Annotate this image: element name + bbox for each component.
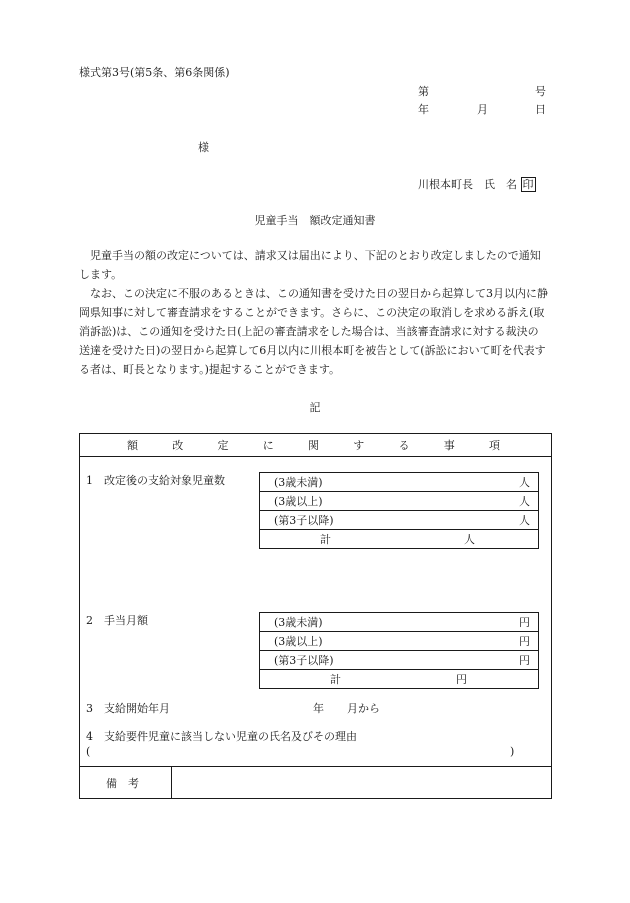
table-row bbox=[260, 651, 539, 670]
item3-year: 年 bbox=[313, 702, 324, 715]
table-cell: (第3子以降) 人 bbox=[260, 511, 539, 530]
number-suffix: 号 bbox=[535, 85, 546, 98]
total-row bbox=[260, 670, 539, 689]
header-char: に bbox=[262, 439, 274, 452]
header-char: 事 bbox=[443, 439, 455, 452]
document-title: 児童手当 額改定通知書 bbox=[254, 214, 376, 227]
remarks-divider bbox=[79, 766, 552, 767]
header-char: 項 bbox=[489, 439, 500, 452]
total-row bbox=[260, 530, 539, 549]
table-cell: (3歳以上) 人 bbox=[260, 492, 539, 511]
item1-child-count-table bbox=[259, 472, 539, 549]
sender-line bbox=[418, 177, 536, 192]
table-cell: (3歳未満) 人 bbox=[260, 473, 539, 492]
table-row bbox=[260, 613, 539, 632]
date-day: 日 bbox=[535, 103, 546, 116]
form-code: 様式第3号(第5条、第6条関係) bbox=[79, 66, 230, 79]
number-prefix: 第 bbox=[418, 85, 429, 98]
item3-month-from: 月から bbox=[347, 702, 380, 715]
header-char: 額 bbox=[127, 439, 138, 452]
item4-label: 4 支給要件児童に該当しない児童の氏名及びその理由 bbox=[86, 730, 357, 743]
item3-label: 3 支給開始年月 bbox=[86, 702, 170, 715]
header-char: 関 bbox=[308, 439, 319, 452]
table-row bbox=[260, 511, 539, 530]
item4-open-paren: ( bbox=[86, 745, 91, 758]
number-line bbox=[418, 85, 546, 99]
header-char: 改 bbox=[172, 439, 184, 452]
item4-close-paren: ) bbox=[510, 745, 515, 758]
body-text bbox=[79, 246, 549, 379]
body-paragraph-2: なお、この決定に不服のあるときは、この通知書を受けた日の翌日から起算して3月以内に静岡県知事に対して審査請求をすることができます。さらに、この決定の取消しを求める訴え(取消訴訟)は、この通知を受けた日(上記の審査請求をした場合は、当該審査請求に対する裁決の送達を受けた日)の翌日から起算して6月以内に川根本町を被告として(訴訟において町を代表する者は、町長となります。)提起することができます。 bbox=[79, 287, 548, 376]
table-header bbox=[127, 439, 500, 453]
table-cell: (3歳未満) 円 bbox=[260, 613, 539, 632]
header-char: す bbox=[353, 439, 365, 452]
addressee-suffix: 様 bbox=[198, 141, 209, 154]
sender-name: 川根本町長 氏 名 bbox=[418, 178, 517, 191]
table-row bbox=[260, 492, 539, 511]
remarks-column-divider bbox=[171, 766, 172, 799]
item2-label: 2 手当月額 bbox=[86, 614, 148, 627]
header-char: 定 bbox=[217, 439, 229, 452]
table-cell: (3歳以上) 円 bbox=[260, 632, 539, 651]
header-char: る bbox=[398, 439, 410, 452]
ki-heading: 記 bbox=[309, 401, 321, 414]
date-year: 年 bbox=[418, 103, 429, 116]
table-row bbox=[260, 473, 539, 492]
header-divider bbox=[79, 456, 552, 457]
body-paragraph-1: 児童手当の額の改定については、請求又は届出により、下記のとおり改定しましたので通知します。 bbox=[79, 249, 541, 281]
table-row bbox=[260, 632, 539, 651]
table-cell: (第3子以降) 円 bbox=[260, 651, 539, 670]
remarks-label: 備 考 bbox=[106, 777, 139, 790]
seal-mark: 印 bbox=[522, 178, 534, 191]
item1-label: 1 改定後の支給対象児童数 bbox=[86, 474, 225, 487]
date-month: 月 bbox=[477, 103, 488, 116]
table-cell: 計 人 bbox=[260, 530, 539, 549]
item2-monthly-amount-table bbox=[259, 612, 539, 689]
table-cell: 計 円 bbox=[260, 670, 539, 689]
